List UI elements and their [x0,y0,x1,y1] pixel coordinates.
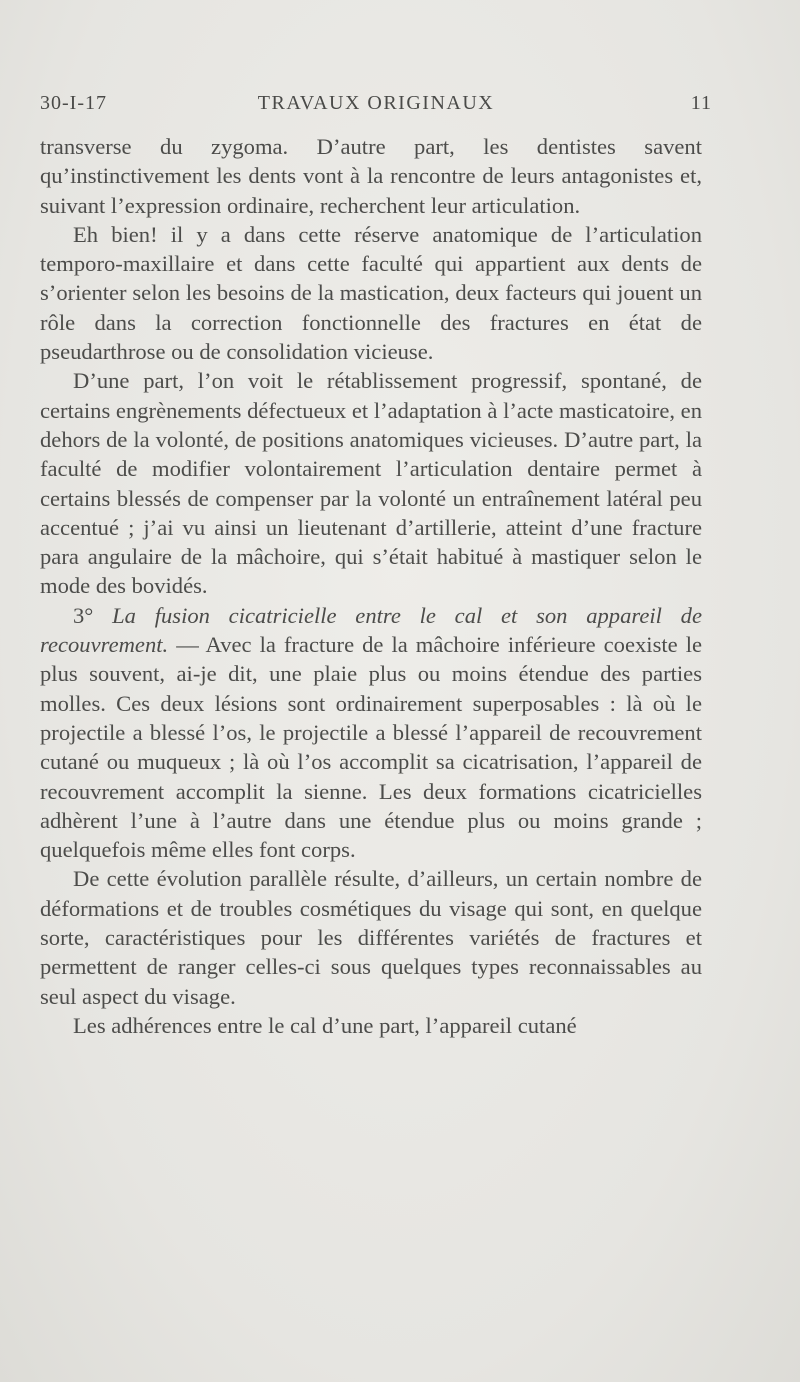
section-number: 3° [73,602,94,628]
paragraph-4-text: — Avec la fracture de la mâchoire inférieure coexiste le plus souvent, ai-je dit, une plaie plus ou moins étendue des parties molles. Ces deux lésions sont ordinairement superposables : là où le projectile a blessé l’os, le projectile a blessé l’appareil de recouvrement cutané ou muqueux ; là où l’os accomplit sa cicatrisation, l’appareil de recouvrement accomplit la sienne. Les deux formations cicatricielles adhèrent l’une à l’autre dans une étendue plus ou moins grande ; quelquefois même elles font corps. [40,632,702,863]
page-number: 11 [690,92,712,114]
header-date: 30-I-17 [40,92,107,114]
paragraph-6: Les adhérences entre le cal d’une part, l’appareil cutané [73,1012,577,1038]
running-head [40,92,712,126]
body-text [40,132,702,1040]
header-title: TRAVAUX ORIGINAUX [257,92,495,114]
paragraph-1: transverse du zygoma. D’autre part, les dentistes savent qu’instinctivement les dents vont à la rencontre de leurs antagonistes et, suivant l’expression ordinaire, recherchent leur articulation. [40,134,702,218]
section-heading: La fusion cicatricielle entre le cal et son appareil de recouvrement. [40,602,702,658]
paragraph-3: D’une part, l’on voit le rétablissement progressif, spontané, de certains engrènements défectueux et l’adaptation à l’acte masticatoire, en dehors de la volonté, de positions anatomiques vicieuses. D’autre part, la faculté de modifier volontairement l’articulation dentaire permet à certains blessés de compenser par la volonté un entraînement latéral peu accentué ; j’ai vu ainsi un lieutenant d’artillerie, atteint d’une fracture para angulaire de la mâchoire, qui s’était habitué à mastiquer selon le mode des bovidés. [40,368,702,599]
paragraph-5: De cette évolution parallèle résulte, d’ailleurs, un certain nombre de déformations et de troubles cosmétiques du visage qui sont, en quelque sorte, caractéristiques pour les différentes variétés de fractures et permettent de ranger celles-ci sous quelques types reconnaissables au seul aspect du visage. [40,866,702,1009]
paragraph-4 [40,601,702,865]
paragraph-2: Eh bien! il y a dans cette réserve anatomique de l’articulation temporo-maxillaire et dans cette faculté qui appartient aux dents de s’orienter selon les besoins de la mastication, deux facteurs qui jouent un rôle dans la correction fonctionnelle des fractures en état de pseudarthrose ou de consolidation vicieuse. [40,221,702,365]
